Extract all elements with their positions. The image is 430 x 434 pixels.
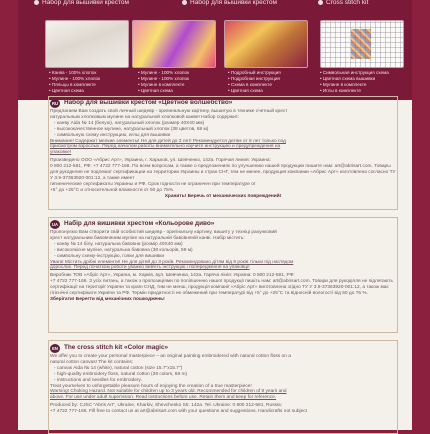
feature-item: • Мулине - 100% хлопок: [49, 76, 124, 82]
features-col-1: [49, 70, 124, 94]
feature-item: • Цветная схема вышивки: [320, 76, 408, 82]
top-label-ru-2: Набор для вышивки крестом: [182, 0, 277, 6]
feature-item: • Символьная инструкция схема: [320, 70, 408, 76]
section-ru-title: Набор для вышивки крестом «Цветное волшебство»: [64, 99, 233, 106]
en-text-line: Treat yourselves to unforgettable pleasure hours of enjoying the creation of a true masterpiece!: [50, 383, 252, 389]
ua-warning-line: Увага! Містить дрібні елементи! Не для дітей до 3 років. Рекомендовано дітям від 8 років тільки під наглядом: [50, 259, 294, 265]
en-text-line: natural cotton canvas! The kit contains:: [50, 359, 134, 365]
ua-storage-note: Зберігати! Берегти від механічних пошкоджень!: [50, 296, 165, 302]
en-text-line: +7 4722 777-166. Fill free to contact us at art@abrisart.com with your questions and suggestions. Handicrafts not subject: [50, 409, 307, 415]
section-ua-title: Набір для вишивки хрестом «Кольорове диво»: [64, 220, 215, 227]
en-text-line: - instructions and needles for embroidery.: [54, 377, 142, 383]
feature-item: • Мулине в комплекте: [320, 82, 408, 88]
ru-text-line: +5° до +25°С и относительной влажности от 50 до 75%.: [50, 187, 175, 193]
top-label-en: Cross stitch kit: [318, 0, 368, 6]
ru-text-line: 0 800 212-581, РФ: +7 4722 777-166. По всем вопросам, а также о предложениях по улучшению нашей продукции пишите нам: art@abrisart.com. Товары для рукоделия не подлежат сертификации на территории Украины и стран СНГ, тем не менее, продукция компании «Абрис Арт» изготовлена согласно ТУ У 3.9-37363920-001:12, а также имеет: [50, 164, 396, 181]
ua-text-line: - високоякісне муліне, натуральна бавовна (38 кольорів, 68 м): [54, 247, 193, 253]
feature-item: • Мулине - 100% хлопок: [138, 70, 218, 76]
ua-warning-line: дорослих. Перед початком роботи уважно вивчіть інструкцію і попередження на упаковці!: [50, 265, 250, 271]
package-page: [18, 0, 412, 430]
feature-item: • Мулине в комплекте: [138, 82, 218, 88]
ru-warning-line: упаковке!: [50, 150, 72, 156]
ru-storage-note: Хранить! Беречь от механических повреждений!: [164, 193, 282, 199]
section-en: [50, 344, 396, 415]
ru-text-line: Произведено ООО «Абрис Арт», Украина, г. Харьков, ул. Шевченко, 142а. Горячая линия: Украина:: [50, 158, 271, 164]
section-ua: [50, 220, 396, 303]
section-ru: [50, 99, 396, 200]
en-flag-icon: EN: [50, 344, 60, 353]
ua-text-line: - канву № 14 білу, натуральна бавовна (розмір 40Х40 мм): [54, 241, 183, 247]
feature-item: • Цветная схема: [228, 88, 313, 94]
ua-text-line: хрест натуральним бавовняним муліне на натуральній бавовняній канві. Набір містить:: [50, 235, 245, 241]
ru-warning-line: присмотром взрослых. Перед началом работы внимательно изучите инструкцию и предупреждения на: [50, 144, 281, 150]
ru-text-line: - символьную схему инструкцию, иглы для вышивки: [54, 132, 171, 138]
features-col-4: [320, 70, 408, 94]
ua-text-line: +7 4722 777-166. З усіх питань, а також з пропозиціями по поліпшенню нашої продукції пишіть нам: art@abrisart.com. Товари для рукоділля не підлягають сертифікації на території України та країн СНД, тим не менш, продукція компанії «Абріс Арт» виготовлена згідно ТУ У 3.9-37363920-001:12, а також має гігієнічні сертифікати України та РФ. Термін придатності не обмежений при температурі від +5° до +25°С та відносній вологості від 50 до 75 %.: [50, 279, 393, 297]
top-label-ru: Набор для вышивки крестом: [34, 0, 129, 6]
ua-text-line: Виробник ТОВ «Абріс Арт», Україна, м. Харків, вул. Шевченка, 142а. Гаряча лінія: Україна: 0 800 212-581, РФ:: [50, 273, 295, 279]
top-labels: [18, 0, 412, 8]
en-text-line: We offer you to create your personal masterpiece – an original painting embroidered with natural cotton floss on a: [50, 354, 291, 359]
feature-item: • Подробный инструкция: [228, 70, 313, 76]
en-text-line: - canvas Aida № 14 (white), natural cotton (size 15.7"х15.7"): [54, 365, 183, 371]
feature-item: • Канва - 100% хлопок: [49, 70, 124, 76]
en-warning-line: above. For use under adult supervision. Read instructions before use. Retain them and keep for reference.: [50, 395, 277, 401]
features-col-2: [138, 70, 218, 94]
ua-text-line: Пропонуємо Вам створити свій особистий шедевр - оригінальну картину, вишиту у техніці рахунковий: [50, 230, 277, 235]
ru-text-line: натуральным хлопковым мулине на натуральной хлопковой канве! Набор содержит:: [50, 114, 240, 120]
thumbnail-floss: [132, 20, 216, 68]
section-en-title: The cross stitch kit «Color magic»: [64, 344, 169, 351]
en-text-line: - high-quality embroidery floss, natural cotton (38 colors, 68 m): [54, 371, 188, 377]
ru-flag-icon: RU: [51, 101, 59, 106]
ru-text-line: - высококачественное мулине, натуральный хлопок (38 цветов, 68 м): [54, 126, 209, 132]
ru-text-line: - канву Aida № 14 (белую), натуральный хлопок (размер 40Х40 мм): [54, 120, 205, 126]
feature-item: • Мулине - 100% хлопок: [138, 76, 218, 82]
feature-item: • Подробная инструкция: [228, 76, 313, 82]
features-col-3: [228, 70, 313, 94]
feature-item: • Схема в комплекте: [228, 82, 313, 88]
ua-flag-icon: UA: [51, 222, 59, 227]
feature-item: • Пяльцы в комплекте: [49, 82, 124, 88]
ua-text-line: - символьну схему-інструкцію, голки для вишивки: [54, 253, 165, 259]
feature-item: • Цветная схема: [138, 88, 218, 94]
ru-text-line: Предлагаем Вам создать свой личный шедевр - оригинальную картину, вышитую в технике счетный крест: [50, 109, 288, 114]
thumbnail-scheme: [320, 20, 404, 68]
thumbnail-canvas: [45, 20, 129, 68]
en-warning-line: Warning! Choking Hazard. Not suitable for children up to 3 years old. Recommended for children of 8 years and: [50, 389, 287, 395]
ru-text-line: гигиенические сертификаты Украины и РФ. Срок годности не ограничен при температуре от: [50, 181, 256, 187]
feature-item: • Цветная схема: [49, 88, 124, 94]
feature-item: • Иглы в комплекте: [320, 88, 408, 94]
en-text-line: Produced by: CJSC “Abris Art”, Ukraine, Kharkiv, Shevchenko Str. 142a. Tel. Ukraine: 0 800 212-581, Russia:: [50, 403, 283, 409]
top-header: [18, 0, 412, 100]
ru-warning-line: Внимание! Содержит мелкие элементы! Не для детей до 3 лет! Рекомендуется детям от 8 лет только под: [50, 138, 286, 144]
thumbnail-threads: [224, 20, 308, 68]
